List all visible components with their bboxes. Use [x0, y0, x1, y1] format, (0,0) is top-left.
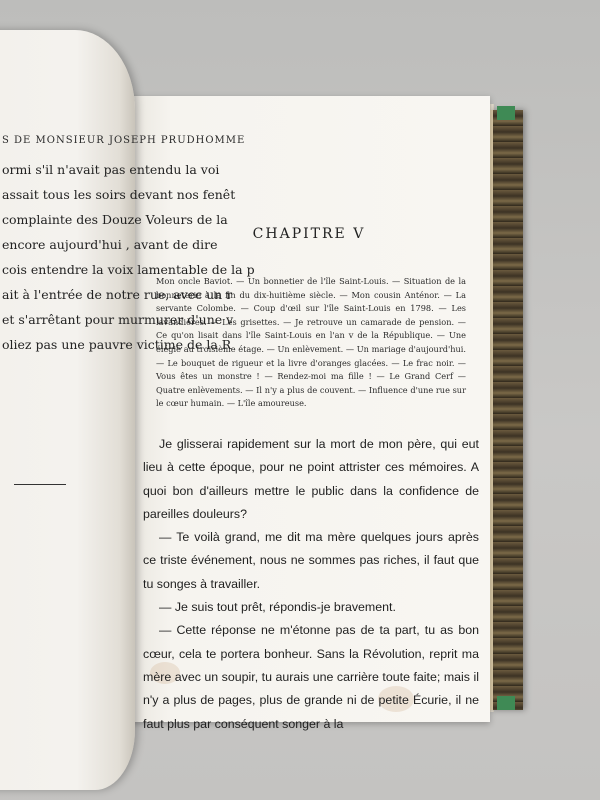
body-text	[143, 433, 479, 736]
text-line: cois entendre la voix lamentable de la p	[2, 262, 255, 277]
book-spine	[490, 110, 523, 710]
spine-bottom-cap	[497, 696, 515, 710]
text-line: assait tous les soirs devant nos fenêt	[2, 187, 236, 202]
text-line: et s'arrêtant pour murmurer d'une v	[2, 312, 234, 327]
text-line: encore aujourd'hui , avant de dire	[2, 237, 218, 252]
paragraph: Je glisserai rapidement sur la mort de mon père, qui eut lieu à cette époque, pour ne point attrister ces mémoires. A quoi bon d'ailleurs mettre le public dans la confidence de pareilles douleurs?	[143, 437, 479, 521]
text-line: oliez pas une pauvre victime de la R	[2, 337, 232, 352]
paragraph: — Te voilà grand, me dit ma mère quelques jours après ce triste événement, nous ne sommes pas riches, il faut que tu songes à travailler.	[143, 530, 479, 591]
text-line: ait à l'entrée de notre rue, avec un r	[2, 287, 233, 302]
chapter-title: CHAPITRE V	[252, 226, 366, 242]
section-rule	[14, 484, 66, 485]
text-line: complainte des Douze Voleurs de la	[2, 212, 228, 227]
text-line: ormi s'il n'avait pas entendu la voi	[2, 162, 220, 177]
chapter-summary: Mon oncle Baviot. — Un bonnetier de l'île Saint-Louis. — Situation de la bonneterie à la fin du dix-huitième siècle. — Mon cousin Anténor. — La servante Colombe. — Coup d'œil sur l'île Saint-Louis en 1798. — Les lavandières. — Les grisettes. — Je retrouve un camarade de pension. — Ce qu'on lisait dans l'île Saint-Louis en l'an v de la République. — Une élégie au troisième étage. — Un enlèvement. — Un mariage d'aujourd'hui. — Le bouquet de rigueur et la livre d'oranges glacées. — Le frac noir. — Vous êtes un monstre ! — Rendez-moi ma fille ! — Le Grand Cerf — Quatre enlèvements. — Il n'y a plus de couvent. — Influence d'une rue sur le cœur humain. — L'île amoureuse.	[156, 276, 466, 409]
running-header: S DE MONSIEUR JOSEPH PRUDHOMME	[2, 135, 246, 146]
left-page	[0, 30, 255, 790]
paragraph: — Cette réponse ne m'étonne pas de ta part, tu as bon cœur, cela te portera bonheur. Sans la Révolution, reprit ma mère avec un soupir, tu aurais une carrière toute faite; mais il n'y a plus de pages, plus de grande ni de petite Écurie, il ne faut plus par conséquent songer à la	[143, 623, 479, 731]
spine-top-cap	[497, 106, 515, 120]
paragraph: — Je suis tout prêt, répondis-je bravement.	[159, 600, 396, 615]
